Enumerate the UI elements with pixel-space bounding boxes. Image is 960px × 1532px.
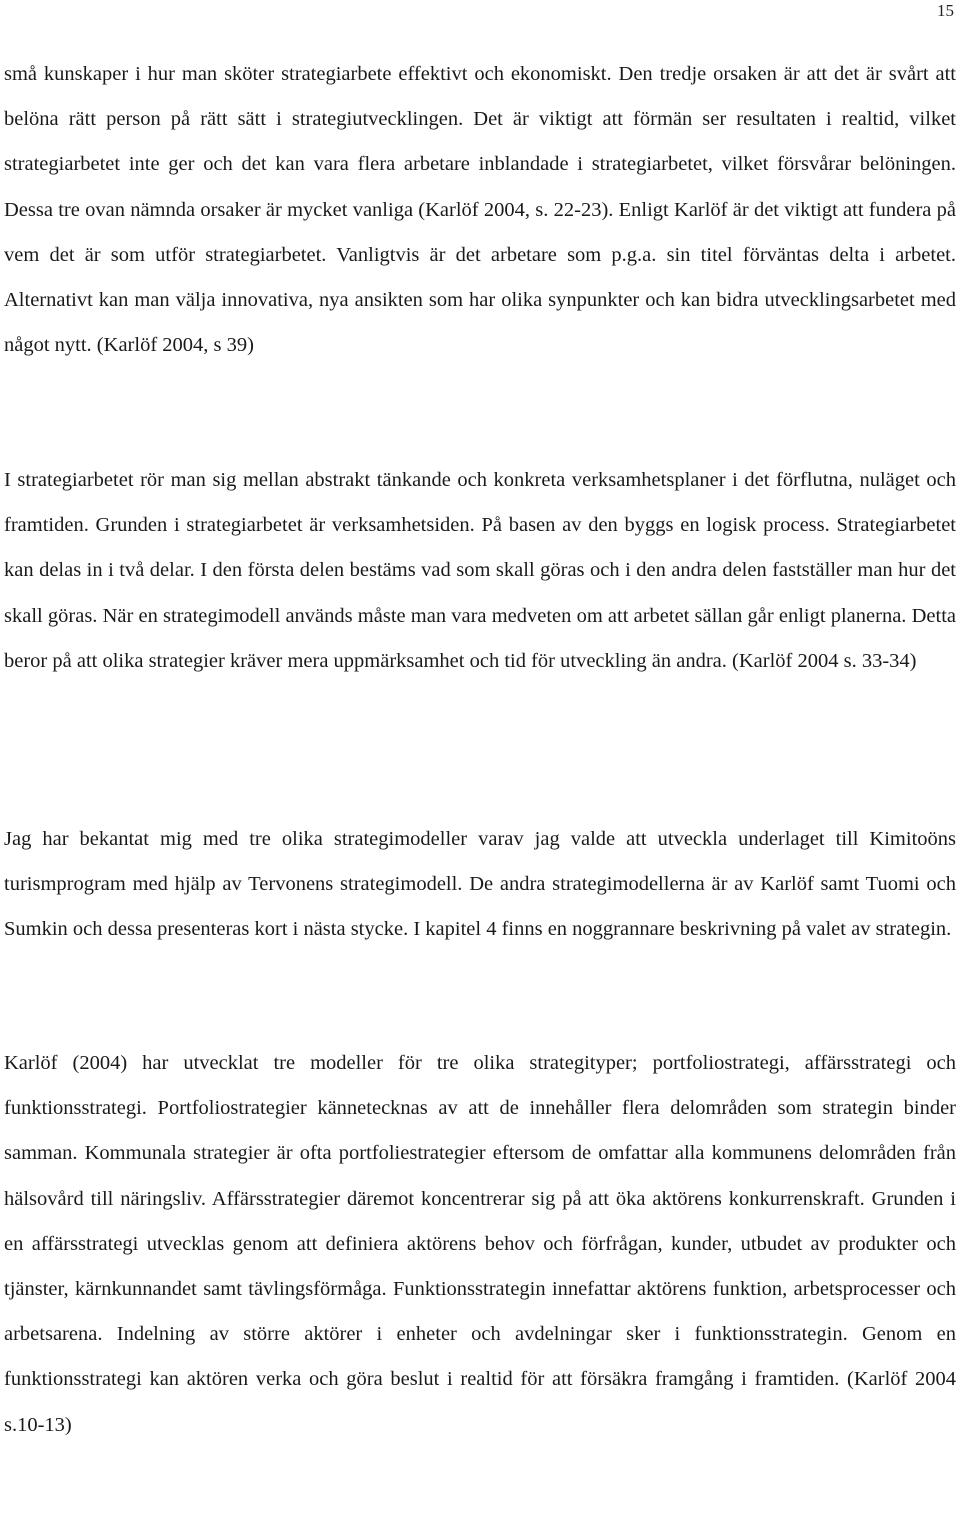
paragraph-3: Jag har bekantat mig med tre olika strategimodeller varav jag valde att utveckla underlaget till Kimitoöns turismprogram med hjälp av Tervonens strategimodell. De andra strategimodellerna är av Karlöf samt Tuomi och Sumkin och dessa presenteras kort i nästa stycke. I kapitel 4 finns en noggrannare beskrivning på valet av strategin.	[4, 828, 956, 941]
page-number: 15	[937, 1, 954, 20]
paragraph-2: I strategiarbetet rör man sig mellan abstrakt tänkande och konkreta verksamhetsplaner i det förflutna, nuläget och framtiden. Grunden i strategiarbetet är verksamhetsiden. På basen av den byggs en logisk process. Strategiarbetet kan delas in i två delar. I den första delen bestäms vad som skall göras och i den andra delen fastställer man hur det skall göras. När en strategimodell används måste man vara medveten om att arbetet sällan går enligt planerna. Detta beror på att olika strategier kräver mera uppmärksamhet och tid för utveckling än andra. (Karlöf 2004 s. 33-34)	[4, 469, 956, 672]
paragraph-4: Karlöf (2004) har utvecklat tre modeller för tre olika strategityper; portfoliostrategi, affärsstrategi och funktionsstrategi. Portfoliostrategier kännetecknas av att de innehåller flera delområden som strategin binder samman. Kommunala strategier är ofta portfoliestrategier eftersom de omfattar alla kommunens delområden från hälsovård till näringsliv. Affärsstrategier däremot koncentrerar sig på att öka aktörens konkurrenskraft. Grunden i en affärsstrategi utvecklas genom att definiera aktörens behov och förfrågan, kunder, utbudet av produkter och tjänster, kärnkunnandet samt tävlingsförmåga. Funktionsstrategin innefattar aktörens funktion, arbetsprocesser och arbetsarena. Indelning av större aktörer i enheter och avdelningar sker i funktionsstrategin. Genom en funktionsstrategi kan aktören verka och göra beslut i realtid för att försäkra framgång i framtiden. (Karlöf 2004 s.10-13)	[4, 1052, 956, 1436]
paragraph-1: små kunskaper i hur man sköter strategiarbete effektivt och ekonomiskt. Den tredje orsaken är att det är svårt att belöna rätt person på rätt sätt i strategiutvecklingen. Det är viktigt att förmän ser resultaten i realtid, vilket strategiarbetet inte ger och det kan vara flera arbetare inblandade i strategiarbetet, vilket försvårar belöningen. Dessa tre ovan nämnda orsaker är mycket vanliga (Karlöf 2004, s. 22-23). Enligt Karlöf är det viktigt att fundera på vem det är som utför strategiarbetet. Vanligtvis är det arbetare som p.g.a. sin titel förväntas delta i arbetet. Alternativt kan man välja innovativa, nya ansikten som har olika synpunkter och kan bidra utvecklingsarbetet med något nytt. (Karlöf 2004, s 39)	[4, 63, 956, 357]
